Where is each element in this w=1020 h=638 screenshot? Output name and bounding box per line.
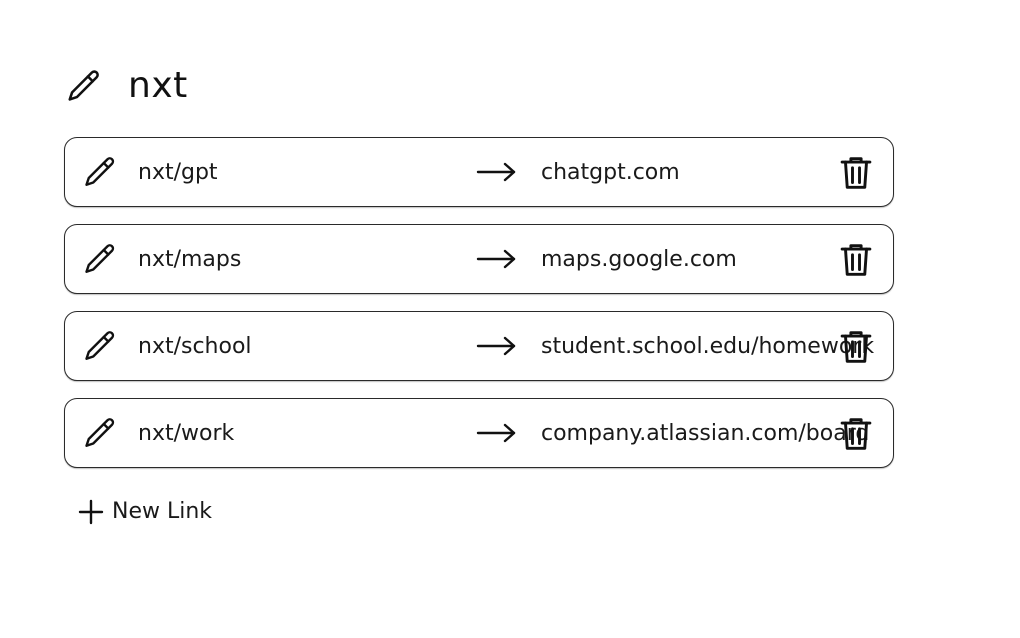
short-link-name: nxt/work (138, 421, 235, 446)
link-row (64, 137, 894, 207)
page-title: nxt (128, 65, 188, 106)
page-header (64, 64, 188, 108)
short-link-name: nxt/maps (138, 247, 242, 272)
destination-url: chatgpt.com (541, 160, 680, 185)
link-row (64, 224, 894, 294)
link-row (64, 311, 894, 381)
edit-link-button[interactable] (81, 414, 119, 452)
trash-icon (838, 154, 874, 192)
pencil-icon (82, 241, 118, 277)
destination-url: student.school.edu/homework (541, 334, 875, 359)
new-link-button[interactable] (76, 496, 212, 528)
edit-group-button[interactable] (64, 66, 104, 106)
short-link-name: nxt/gpt (138, 160, 218, 185)
arrow-right-icon (475, 245, 519, 273)
plus-icon (76, 497, 106, 527)
pencil-icon (82, 328, 118, 364)
link-list (64, 137, 894, 485)
pencil-icon (65, 67, 103, 105)
trash-icon (838, 241, 874, 279)
trash-icon (838, 415, 874, 453)
arrow-right-icon (475, 419, 519, 447)
arrow-right-icon (475, 332, 519, 360)
arrow-right-icon (475, 158, 519, 186)
delete-link-button[interactable] (836, 153, 876, 193)
short-link-name: nxt/school (138, 334, 252, 359)
trash-icon (838, 328, 874, 366)
edit-link-button[interactable] (81, 327, 119, 365)
destination-url: company.atlassian.com/board (541, 421, 870, 446)
new-link-label: New Link (112, 499, 213, 524)
pencil-icon (82, 415, 118, 451)
destination-url: maps.google.com (541, 247, 737, 272)
delete-link-button[interactable] (836, 327, 876, 367)
pencil-icon (82, 154, 118, 190)
edit-link-button[interactable] (81, 240, 119, 278)
edit-link-button[interactable] (81, 153, 119, 191)
delete-link-button[interactable] (836, 240, 876, 280)
delete-link-button[interactable] (836, 414, 876, 454)
link-row (64, 398, 894, 468)
